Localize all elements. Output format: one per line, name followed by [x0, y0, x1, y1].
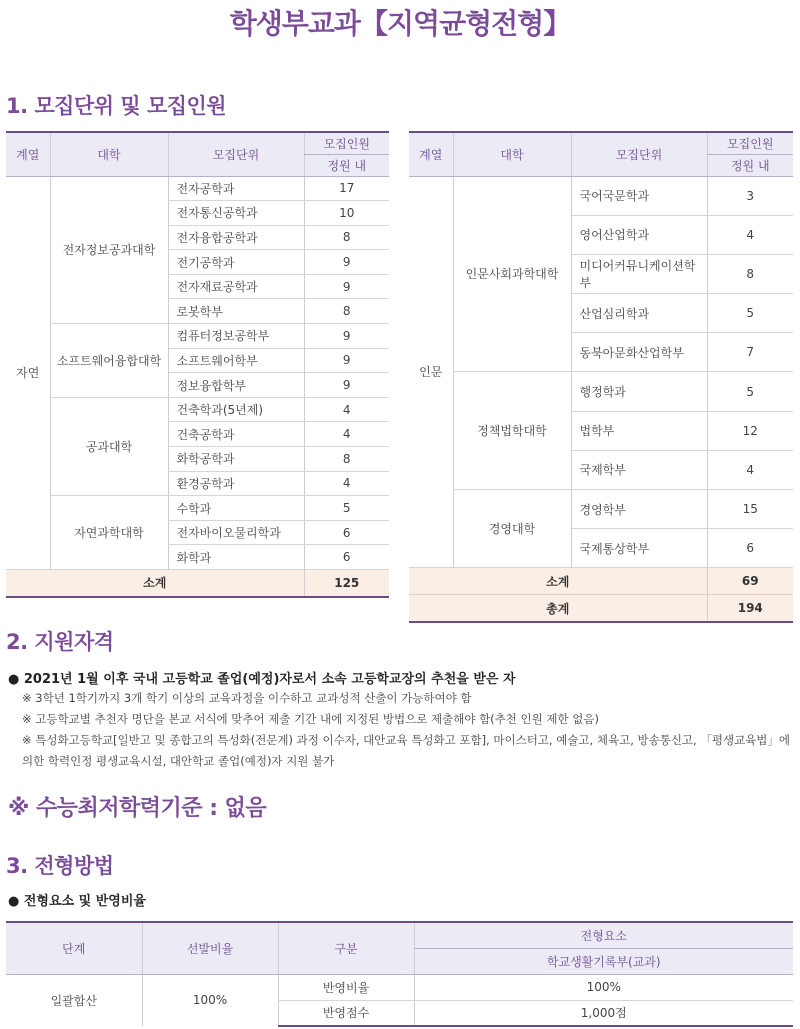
- quota-cell: 12: [707, 411, 793, 450]
- quota-cell: 8: [304, 225, 389, 250]
- quota-table-natural: [6, 131, 389, 598]
- unit-cell: 수학과: [168, 496, 304, 521]
- quota-cell: 6: [304, 545, 389, 570]
- unit-cell: 전자재료공학과: [168, 274, 304, 299]
- method-table: [6, 921, 793, 1027]
- header-stage: 단계: [6, 922, 142, 974]
- college-cell: 인문사회과학대학: [453, 176, 571, 372]
- quota-cell: 7: [707, 333, 793, 372]
- unit-cell: 법학부: [571, 411, 707, 450]
- header-div: 구분: [278, 922, 414, 974]
- quota-table-humanities: [409, 131, 793, 623]
- unit-cell: 컴퓨터정보공학부: [168, 324, 304, 349]
- header-field: 계열: [6, 132, 50, 176]
- unit-cell: 소프트웨어학부: [168, 348, 304, 373]
- unit-cell: 전자통신공학과: [168, 201, 304, 226]
- record-cell: 1,000점: [414, 1000, 793, 1026]
- quota-cell: 9: [304, 250, 389, 275]
- header-college: 대학: [50, 132, 168, 176]
- quota-cell: 10: [304, 201, 389, 226]
- quota-cell: 6: [707, 529, 793, 568]
- eligibility-note: ※ 특성화고등학교[일반고 및 종합고의 특성화(전문계) 과정 이수자, 대안교육 특성화고 포함], 마이스터고, 예술고, 체육고, 방송통신고, 「평생교육법」에 의한 학력인정 평생교육시설, 대안학교 졸업(예정)자 지원 불가: [22, 733, 791, 768]
- div-cell: 반영점수: [278, 1000, 414, 1026]
- unit-cell: 국제학부: [571, 450, 707, 489]
- unit-cell: 경영학부: [571, 490, 707, 529]
- field-cell: 인문: [419, 365, 443, 380]
- unit-cell: 환경공학과: [168, 471, 304, 496]
- unit-cell: 동북아문화산업학부: [571, 333, 707, 372]
- section-title-method: 3. 전형방법: [6, 854, 114, 878]
- unit-cell: 행정학과: [571, 372, 707, 411]
- quota-cell: 6: [304, 520, 389, 545]
- unit-cell: 화학공학과: [168, 447, 304, 472]
- quota-cell: 4: [304, 471, 389, 496]
- quota-cell: 9: [304, 373, 389, 398]
- ratio-cell: 100%: [142, 974, 278, 1026]
- unit-cell: 전자공학과: [168, 176, 304, 201]
- quota-cell: 4: [304, 397, 389, 422]
- unit-cell: 로봇학부: [168, 299, 304, 324]
- eligibility-note: ※ 3학년 1학기까지 3개 학기 이상의 교육과정을 이수하고 교과성적 산출이 가능하여야 함: [22, 691, 472, 705]
- unit-cell: 미디어커뮤니케이션학부: [571, 254, 707, 293]
- quota-cell: 9: [304, 348, 389, 373]
- method-bullet: ● 전형요소 및 반영비율: [8, 894, 146, 909]
- section-title-quota: 1. 모집단위 및 모집인원: [6, 94, 227, 118]
- subtotal-value: 125: [304, 570, 389, 597]
- total-label: 총계: [409, 595, 707, 622]
- quota-cell: 8: [707, 254, 793, 293]
- field-cell: 자연: [16, 366, 40, 381]
- header-quota: 모집인원: [304, 132, 389, 154]
- college-cell: 공과대학: [50, 397, 168, 495]
- college-cell: 자연과학대학: [50, 496, 168, 570]
- unit-cell: 전기공학과: [168, 250, 304, 275]
- quota-cell: 9: [304, 324, 389, 349]
- csat-minimum: ※ 수능최저학력기준 : 없음: [8, 796, 267, 821]
- unit-cell: 국제통상학부: [571, 529, 707, 568]
- quota-cell: 4: [707, 450, 793, 489]
- quota-cell: 5: [707, 294, 793, 333]
- unit-cell: 전자바이오물리학과: [168, 520, 304, 545]
- college-cell: 전자정보공과대학: [50, 176, 168, 324]
- subtotal-label: 소계: [6, 570, 304, 597]
- quota-cell: 3: [707, 176, 793, 215]
- header-unit: 모집단위: [168, 132, 304, 176]
- total-value: 194: [707, 595, 793, 622]
- unit-cell: 전자융합공학과: [168, 225, 304, 250]
- eligibility-note: ※ 고등학교별 추천자 명단을 본교 서식에 맞추어 제출 기간 내에 지정된 방법으로 제출해야 함(추천 인원 제한 없음): [22, 712, 599, 726]
- quota-cell: 4: [304, 422, 389, 447]
- unit-cell: 국어국문학과: [571, 176, 707, 215]
- quota-cell: 17: [304, 176, 389, 201]
- header-element: 전형요소: [414, 922, 793, 948]
- quota-cell: 8: [304, 299, 389, 324]
- stage-cell: 일괄합산: [50, 993, 97, 1008]
- unit-cell: 영어산업학과: [571, 215, 707, 254]
- header-within: 정원 내: [707, 154, 793, 176]
- unit-cell: 산업심리학과: [571, 294, 707, 333]
- unit-cell: 정보융합학부: [168, 373, 304, 398]
- subtotal-value: 69: [707, 568, 793, 595]
- header-ratio: 선발비율: [142, 922, 278, 974]
- unit-cell: 화학과: [168, 545, 304, 570]
- quota-cell: 4: [707, 215, 793, 254]
- college-cell: 경영대학: [453, 490, 571, 568]
- subtotal-label: 소계: [409, 568, 707, 595]
- quota-cell: 15: [707, 490, 793, 529]
- section-title-eligibility: 2. 지원자격: [6, 630, 114, 654]
- quota-cell: 8: [304, 447, 389, 472]
- header-college: 대학: [453, 132, 571, 176]
- quota-cell: 9: [304, 274, 389, 299]
- header-within: 정원 내: [304, 154, 389, 176]
- quota-cell: 5: [707, 372, 793, 411]
- header-quota: 모집인원: [707, 132, 793, 154]
- quota-cell: 5: [304, 496, 389, 521]
- record-cell: 100%: [414, 974, 793, 1000]
- div-cell: 반영비율: [278, 974, 414, 1000]
- header-unit: 모집단위: [571, 132, 707, 176]
- header-field: 계열: [409, 132, 453, 176]
- college-cell: 소프트웨어융합대학: [50, 324, 168, 398]
- page-title: 학생부교과【지역균형전형】: [229, 7, 571, 40]
- header-record: 학교생활기록부(교과): [414, 948, 793, 974]
- college-cell: 정책법학대학: [453, 372, 571, 490]
- eligibility-main: ● 2021년 1월 이후 국내 고등학교 졸업(예정)자로서 소속 고등학교장의 추천을 받은 자: [8, 672, 516, 687]
- unit-cell: 건축학과(5년제): [168, 397, 304, 422]
- unit-cell: 건축공학과: [168, 422, 304, 447]
